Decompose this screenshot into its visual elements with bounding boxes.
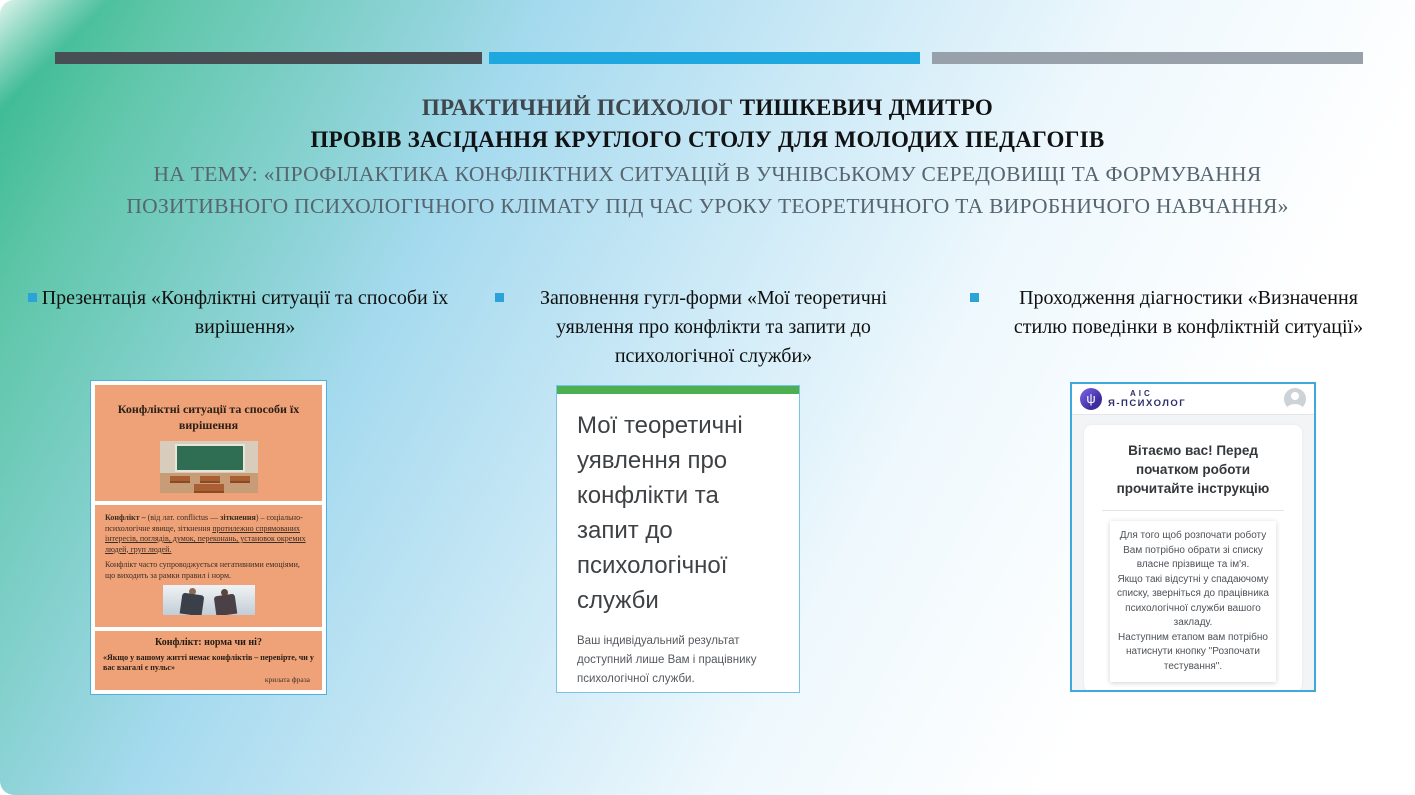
quote-slide-title: Конфлікт: норма чи ні? [155,637,262,648]
form-title: Мої теоретичні уявлення про конфлікти та запит до психологічної служби [577,412,743,614]
instruction-line: Наступним етапом вам потрібно натиснути кнопку "Розпочати тестування". [1118,631,1268,672]
app-name-line1: АІС [1130,388,1153,398]
user-avatar-icon [1284,388,1306,410]
bullet-label: Заповнення гугл-форми «Мої теоретичні уявлення про конфлікти та запити до психологічної служби» [539,287,888,367]
bullet-item-diagnostic [970,284,1398,342]
header-bar-dark [55,52,482,64]
classroom-image [160,441,258,493]
title-line-2: ПРОВІВ ЗАСІДАННЯ КРУГЛОГО СТОЛУ ДЛЯ МОЛОДИХ ПЕДАГОГІВ [310,127,1105,152]
divider [1102,510,1284,511]
bullet-label: Проходження діагностики «Визначення стилю поведінки в конфліктній ситуації» [1013,287,1364,338]
presentation-definition-slide [95,505,322,627]
conflict-definition-text: Конфлікт – (від лат. conflictus — зіткнення) – соціально-психологічне явище, зіткнення протилежно спрямованих інтересів, поглядів, думок, переконань, установок окремих людей, груп людей. [105,513,306,554]
quote-attribution: крилата фраза [264,675,310,684]
people-arguing-image [163,585,255,615]
title-subtitle: НА ТЕМУ: «ПРОФІЛАКТИКА КОНФЛІКТНИХ СИТУАЦІЙ В УЧНІВСЬКОМУ СЕРЕДОВИЩІ ТА ФОРМУВАННЯ ПОЗИТИВНОГО ПСИХОЛОГІЧНОГО КЛІМАТУ ПІД ЧАС УРОКУ ТЕОРЕТИЧНОГО ТА ВИРОБНИЧОГО НАВЧАННЯ» [126,162,1289,218]
header-bar-gray [932,52,1363,64]
bullet-label: Презентація «Конфліктні ситуації та способи їх вирішення» [41,287,449,338]
presentation-title-slide [95,385,322,501]
title-role: ПРАКТИЧНИЙ ПСИХОЛОГ [421,95,734,120]
title-person-name: ТИШКЕВИЧ ДМИТРО [739,95,994,120]
bullet-item-google-form [495,284,923,371]
bullet-item-presentation [28,284,453,342]
form-accent-bar [557,386,799,394]
conflict-emotion-text: Конфлікт часто супроводжується негативними емоціями, що виходить за рамки правил і норм. [105,560,300,580]
greeting-text: Вітаємо вас! Перед початком роботи прочитайте інструкцію [1116,443,1270,496]
app-header [1072,384,1314,415]
app-name-line2: Я-ПСИХОЛОГ [1108,397,1187,409]
psi-logo-icon: ψ [1080,388,1102,410]
form-privacy-note: Ваш індивідуальний результат доступний лише Вам і працівнику психологічної служби. [577,635,757,685]
presentation-slide-title: Конфліктні ситуації та способи їх вирішення [117,402,300,432]
quote-text: «Якщо у вашому житті немає конфліктів – перевірте, чи у вас взагалі є пульс» [103,653,314,672]
title-block [0,92,1415,222]
diagnostic-app-thumbnail-image [1070,382,1316,692]
instruction-line: Якщо такі відсутні у спадаючому списку, зверніться до працівника психологічної служби вашого закладу. [1117,573,1269,628]
bullet-square-icon [495,293,504,302]
chalkboard-shape [175,444,245,472]
bullet-square-icon [970,293,979,302]
header-bar-blue [489,52,920,64]
presentation-thumbnail-image [90,380,327,695]
presentation-quote-slide [95,631,322,690]
title-line-1 [0,92,1415,124]
google-form-thumbnail-image [556,385,800,693]
bullet-square-icon [28,293,37,302]
instruction-card [1110,521,1276,682]
app-logo-text [1108,390,1186,409]
instruction-line: Для того щоб розпочати роботу Вам потрібно обрати зі списку власне прізвище та ім'я. [1119,530,1267,570]
instruction-panel [1084,425,1302,692]
